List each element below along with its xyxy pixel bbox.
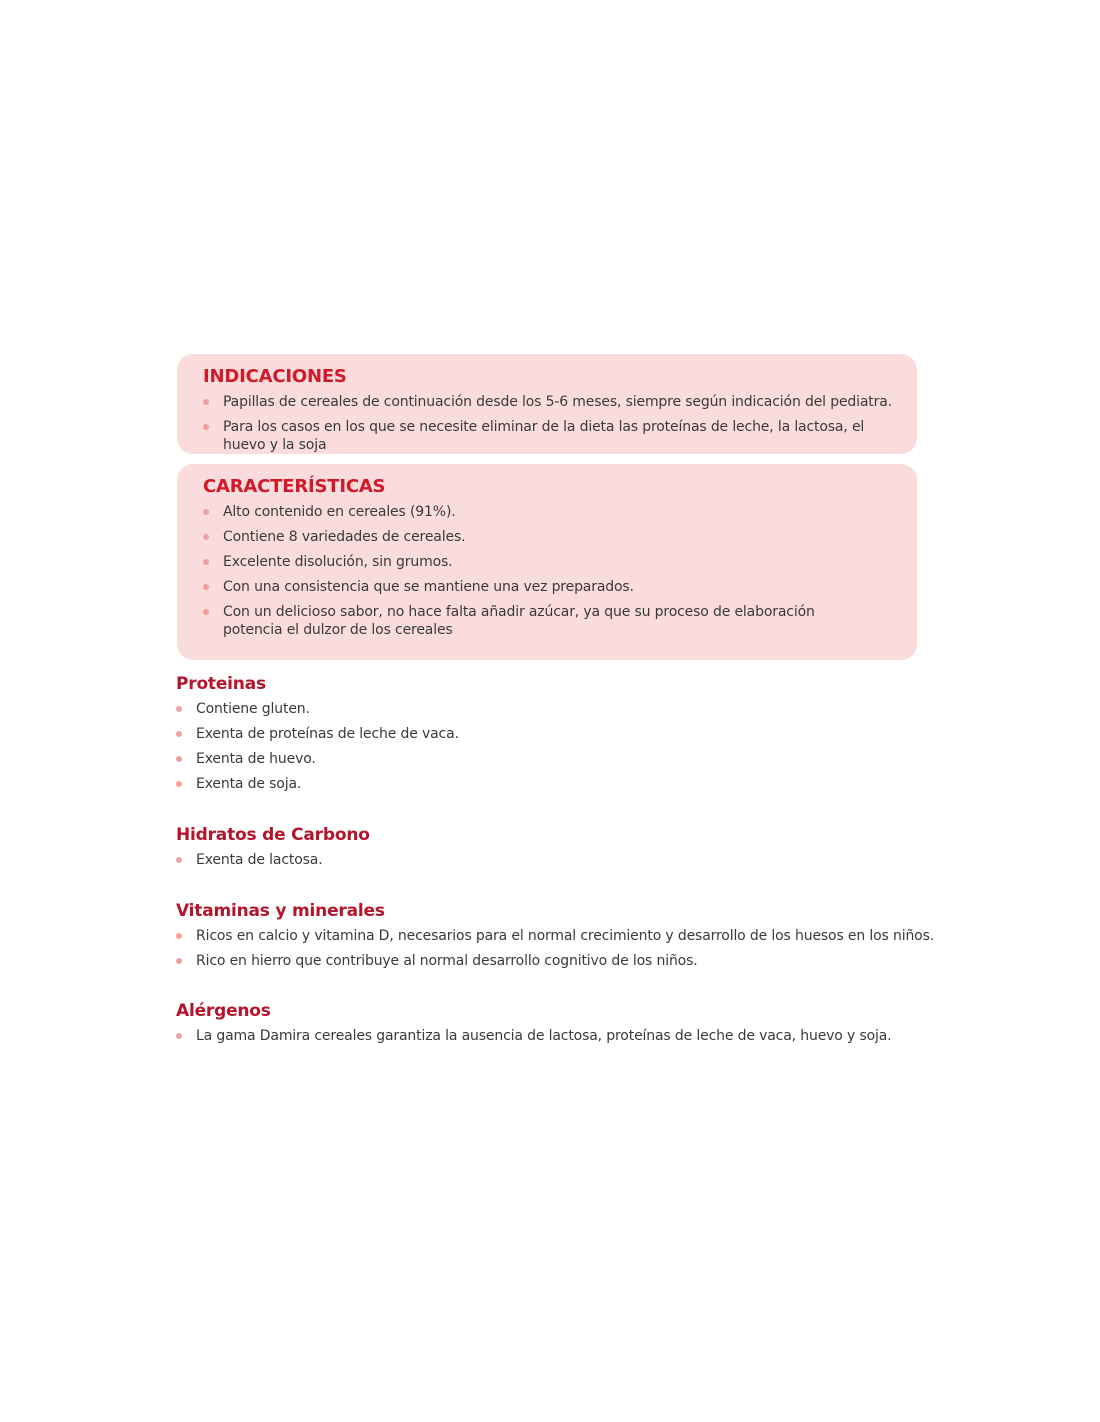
bullet-icon	[176, 756, 182, 762]
list-item-text: Excelente disolución, sin grumos.	[223, 554, 453, 570]
caracteristicas-title: CARACTERÍSTICAS	[203, 476, 386, 497]
list-item	[203, 503, 897, 521]
list-item	[176, 952, 936, 970]
hidratos-title: Hidratos de Carbono	[176, 825, 370, 845]
list-item	[203, 528, 897, 546]
bullet-icon	[176, 958, 182, 964]
hidratos-section	[176, 824, 936, 876]
vitaminas-title: Vitaminas y minerales	[176, 901, 385, 921]
bullet-icon	[176, 706, 182, 712]
bullet-icon	[203, 584, 209, 590]
vitaminas-section	[176, 900, 936, 977]
list-item-text: Con una consistencia que se mantiene una vez preparados.	[223, 579, 634, 595]
bullet-icon	[176, 731, 182, 737]
list-item	[176, 927, 936, 945]
caracteristicas-list	[203, 503, 897, 639]
list-item	[176, 700, 936, 718]
list-item-text: Exenta de lactosa.	[196, 852, 323, 868]
bullet-icon	[176, 857, 182, 863]
bullet-icon	[203, 609, 209, 615]
list-item-text: Exenta de huevo.	[196, 751, 316, 767]
indicaciones-list	[203, 393, 897, 454]
list-item-text: Exenta de proteínas de leche de vaca.	[196, 726, 459, 742]
list-item	[176, 775, 936, 793]
alergenos-title: Alérgenos	[176, 1001, 271, 1021]
bullet-icon	[176, 781, 182, 787]
list-item	[203, 578, 897, 596]
list-item-text: Contiene gluten.	[196, 701, 310, 717]
list-item-text: Papillas de cereales de continuación desde los 5-6 meses, siempre según indicación del pediatra.	[223, 394, 892, 410]
bullet-icon	[203, 424, 209, 430]
bullet-icon	[203, 534, 209, 540]
list-item	[203, 393, 897, 411]
list-item	[203, 553, 897, 571]
list-item-text: Ricos en calcio y vitamina D, necesarios para el normal crecimiento y desarrollo de los huesos en los niños.	[196, 928, 935, 944]
list-item	[176, 750, 936, 768]
list-item-text: Con un delicioso sabor, no hace falta añadir azúcar, ya que su proceso de elaboración potencia el dulzor de los cereales	[223, 604, 815, 638]
list-item-text: Exenta de soja.	[196, 776, 302, 792]
caracteristicas-box	[177, 464, 917, 660]
bullet-icon	[203, 559, 209, 565]
bullet-icon	[176, 933, 182, 939]
vitaminas-list	[176, 927, 936, 970]
list-item-text: La gama Damira cereales garantiza la ausencia de lactosa, proteínas de leche de vaca, huevo y soja.	[196, 1028, 892, 1044]
list-item	[176, 851, 936, 869]
proteinas-title: Proteinas	[176, 674, 266, 694]
bullet-icon	[176, 1033, 182, 1039]
bullet-icon	[203, 399, 209, 405]
list-item-text: Para los casos en los que se necesite eliminar de la dieta las proteínas de leche, la lactosa, el huevo y la soja	[223, 419, 865, 453]
proteinas-section	[176, 673, 936, 800]
indicaciones-box	[177, 354, 917, 454]
alergenos-list	[176, 1027, 936, 1045]
alergenos-section	[176, 1000, 936, 1052]
list-item	[176, 1027, 936, 1045]
bullet-icon	[203, 509, 209, 515]
indicaciones-title: INDICACIONES	[203, 366, 347, 387]
hidratos-list	[176, 851, 936, 869]
list-item-text: Alto contenido en cereales (91%).	[223, 504, 456, 520]
list-item	[176, 725, 936, 743]
list-item-text: Rico en hierro que contribuye al normal desarrollo cognitivo de los niños.	[196, 953, 698, 969]
proteinas-list	[176, 700, 936, 793]
list-item	[203, 603, 823, 639]
list-item-text: Contiene 8 variedades de cereales.	[223, 529, 466, 545]
list-item	[203, 418, 897, 454]
